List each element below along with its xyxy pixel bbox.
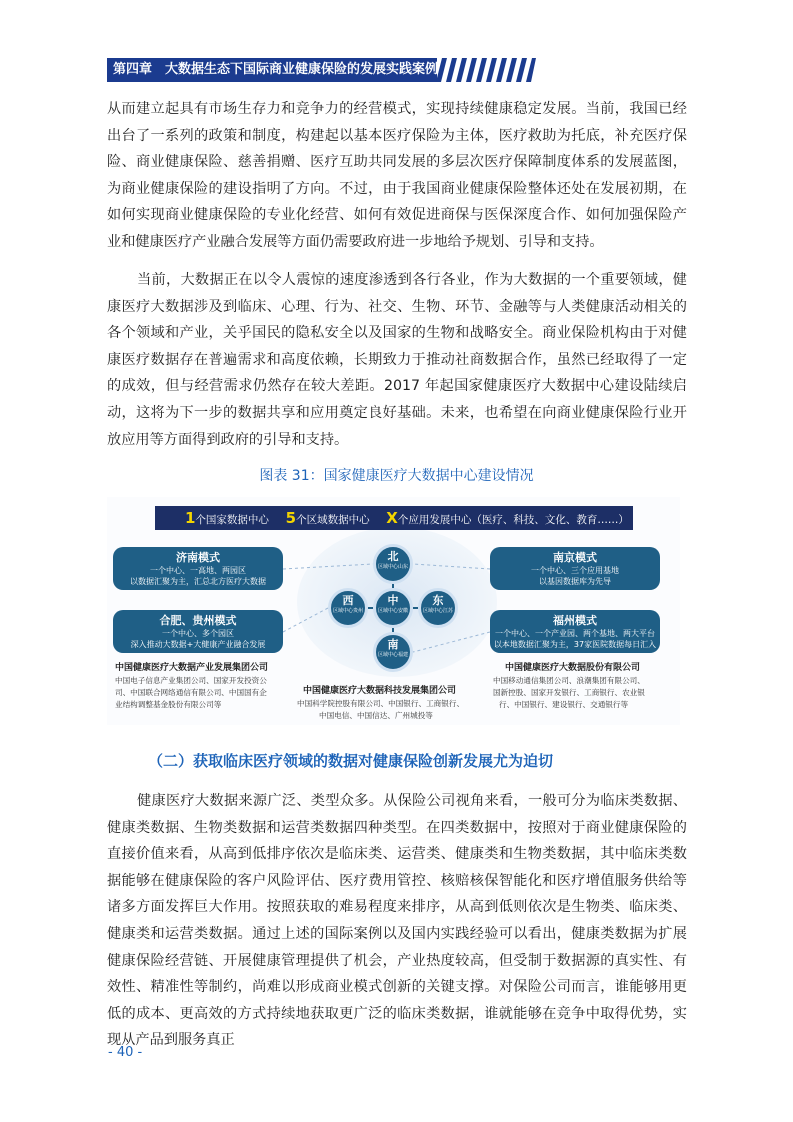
circle-south: 南 区域中心福建 <box>373 632 413 672</box>
panel-hefei-guizhou: 合肥、贵州模式 一个中心、多个园区 深入推动大数据+大健康产业融合发展 <box>113 610 283 653</box>
figure-caption: 图表 31：国家健康医疗大数据中心建设情况 <box>259 468 534 484</box>
header-stripes <box>436 58 536 82</box>
org-right-line: 中国移动通信集团公司、浪潮集团有限公司、 <box>493 676 645 685</box>
org-right-line: 行、中国银行、建设银行、交通银行等 <box>499 700 629 709</box>
section-title: （二）获取临床医疗领域的数据对健康保险创新发展尤为迫切 <box>148 752 554 770</box>
figure-topbar: 1个国家数据中心 5个区域数据中心 X个应用发展中心（医疗、科技、文化、教育……） <box>155 506 633 530</box>
chapter-header: 第四章 大数据生态下国际商业健康保险的发展实践案例 <box>107 58 437 82</box>
org-left-title: 中国健康医疗大数据产业发展集团公司 <box>115 663 269 673</box>
org-middle-line: 中国电信、中国信达、广州城投等 <box>319 711 433 720</box>
panel-jinan: 济南模式 一个中心、一高地、两园区 以数据汇聚为主，汇总北方医疗大数据 <box>113 547 283 590</box>
circle-north: 北 区域中心山东 <box>373 544 413 584</box>
paragraph-1: 从而建立起具有市场生存力和竞争力的经营模式，实现持续健康稳定发展。当前，我国已经出台了一系列的政策和制度，构建起以基本医疗保险为主体，医疗救助为托底，补充医疗保险、商业健康保险、慈善捐赠、医疗互助共同发展的多层次医疗保障制度体系的发展蓝图，为商业健康保险的建设指明了方向。不过，由于我国商业健康保险整体还处在发展初期，在如何实现商业健康保险的专业化经营、如何有效促进商保与医保深度合作、如何加强保险产业和健康医疗产业融合发展等方面仍需要政府进一步地给予规划、引导和支持。 <box>107 101 687 250</box>
paragraph-3: 健康医疗大数据来源广泛、类型众多。从保险公司视角来看，一般可分为临床类数据、健康类数据、生物类数据和运营类数据四种类型。在四类数据中，按照对于商业健康保险的直接价值来看，从高到低排序依次是临床类、运营类、健康类和生物类数据，其中临床类数据能够在健康保险的客户风险评估、医疗费用管控、核赔核保智能化和医疗增值服务供给等诸多方面发挥巨大作用。按照获取的难易程度来排序，从高到低则依次是生物类、临床类、健康类和运营类数据。通过上述的国际案例以及国内实践经验可以看出，健康类数据为扩展健康保险经营链、开展健康管理提供了机会，产业热度较高，但受制于数据源的真实性、有效性、精准性等制约，尚难以形成商业模式创新的关键支撑。对保险公司而言，谁能够用更低的成本、更高效的方式持续地获取更广泛的临床类数据，谁就能够在竞争中取得优势，实现从产品到服务真正 <box>107 793 687 1049</box>
org-middle-title: 中国健康医疗大数据科技发展集团公司 <box>303 686 457 696</box>
page-number: - 40 - <box>108 1045 143 1060</box>
org-left-line: 中国电子信息产业集团公司、国家开发投资公 <box>115 676 267 685</box>
org-middle-line: 中国科学院控股有限公司、中国银行、工商银行、 <box>297 699 465 708</box>
circle-east: 东 区域中心江苏 <box>418 588 458 628</box>
circle-middle: 中 区域中心安徽 <box>373 588 413 628</box>
figure-data-centers <box>107 497 680 725</box>
org-left-line: 司、中国联合网络通信有限公司、中国国有企 <box>115 688 267 697</box>
paragraph-2: 当前，大数据正在以令人震惊的速度渗透到各行各业，作为大数据的一个重要领域，健康医疗大数据涉及到临床、心理、行为、社交、生物、环节、金融等与人类健康活动相关的各个领域和产业，关乎国民的隐私安全以及国家的生物和战略安全。商业保险机构由于对健康医疗数据存在普遍需求和高度依赖，长期致力于推动社商数据合作，虽然已经取得了一定的成效，但与经营需求仍然存在较大差距。2017 年起国家健康医疗大数据中心建设陆续启动，这将为下一步的数据共享和应用奠定良好基础。未来，也希望在向商业健康保险行业开放应用等方面得到政府的引导和支持。 <box>107 272 687 448</box>
org-right-title: 中国健康医疗大数据股份有限公司 <box>505 663 641 673</box>
circle-west: 西 区域中心贵州 <box>328 588 368 628</box>
panel-nanjing: 南京模式 一个中心、三个应用基地 以基因数据库为先导 <box>490 547 660 590</box>
org-right-line: 国新控股、国家开发银行、工商银行、农业银 <box>493 688 645 697</box>
panel-fuzhou: 福州模式 一个中心、一个产业园、两个基地、两大平台 以本地数据汇聚为主，37家医院数据每日汇入 <box>490 610 660 653</box>
org-left-line: 业结构调整基金股份有限公司等 <box>115 700 222 709</box>
